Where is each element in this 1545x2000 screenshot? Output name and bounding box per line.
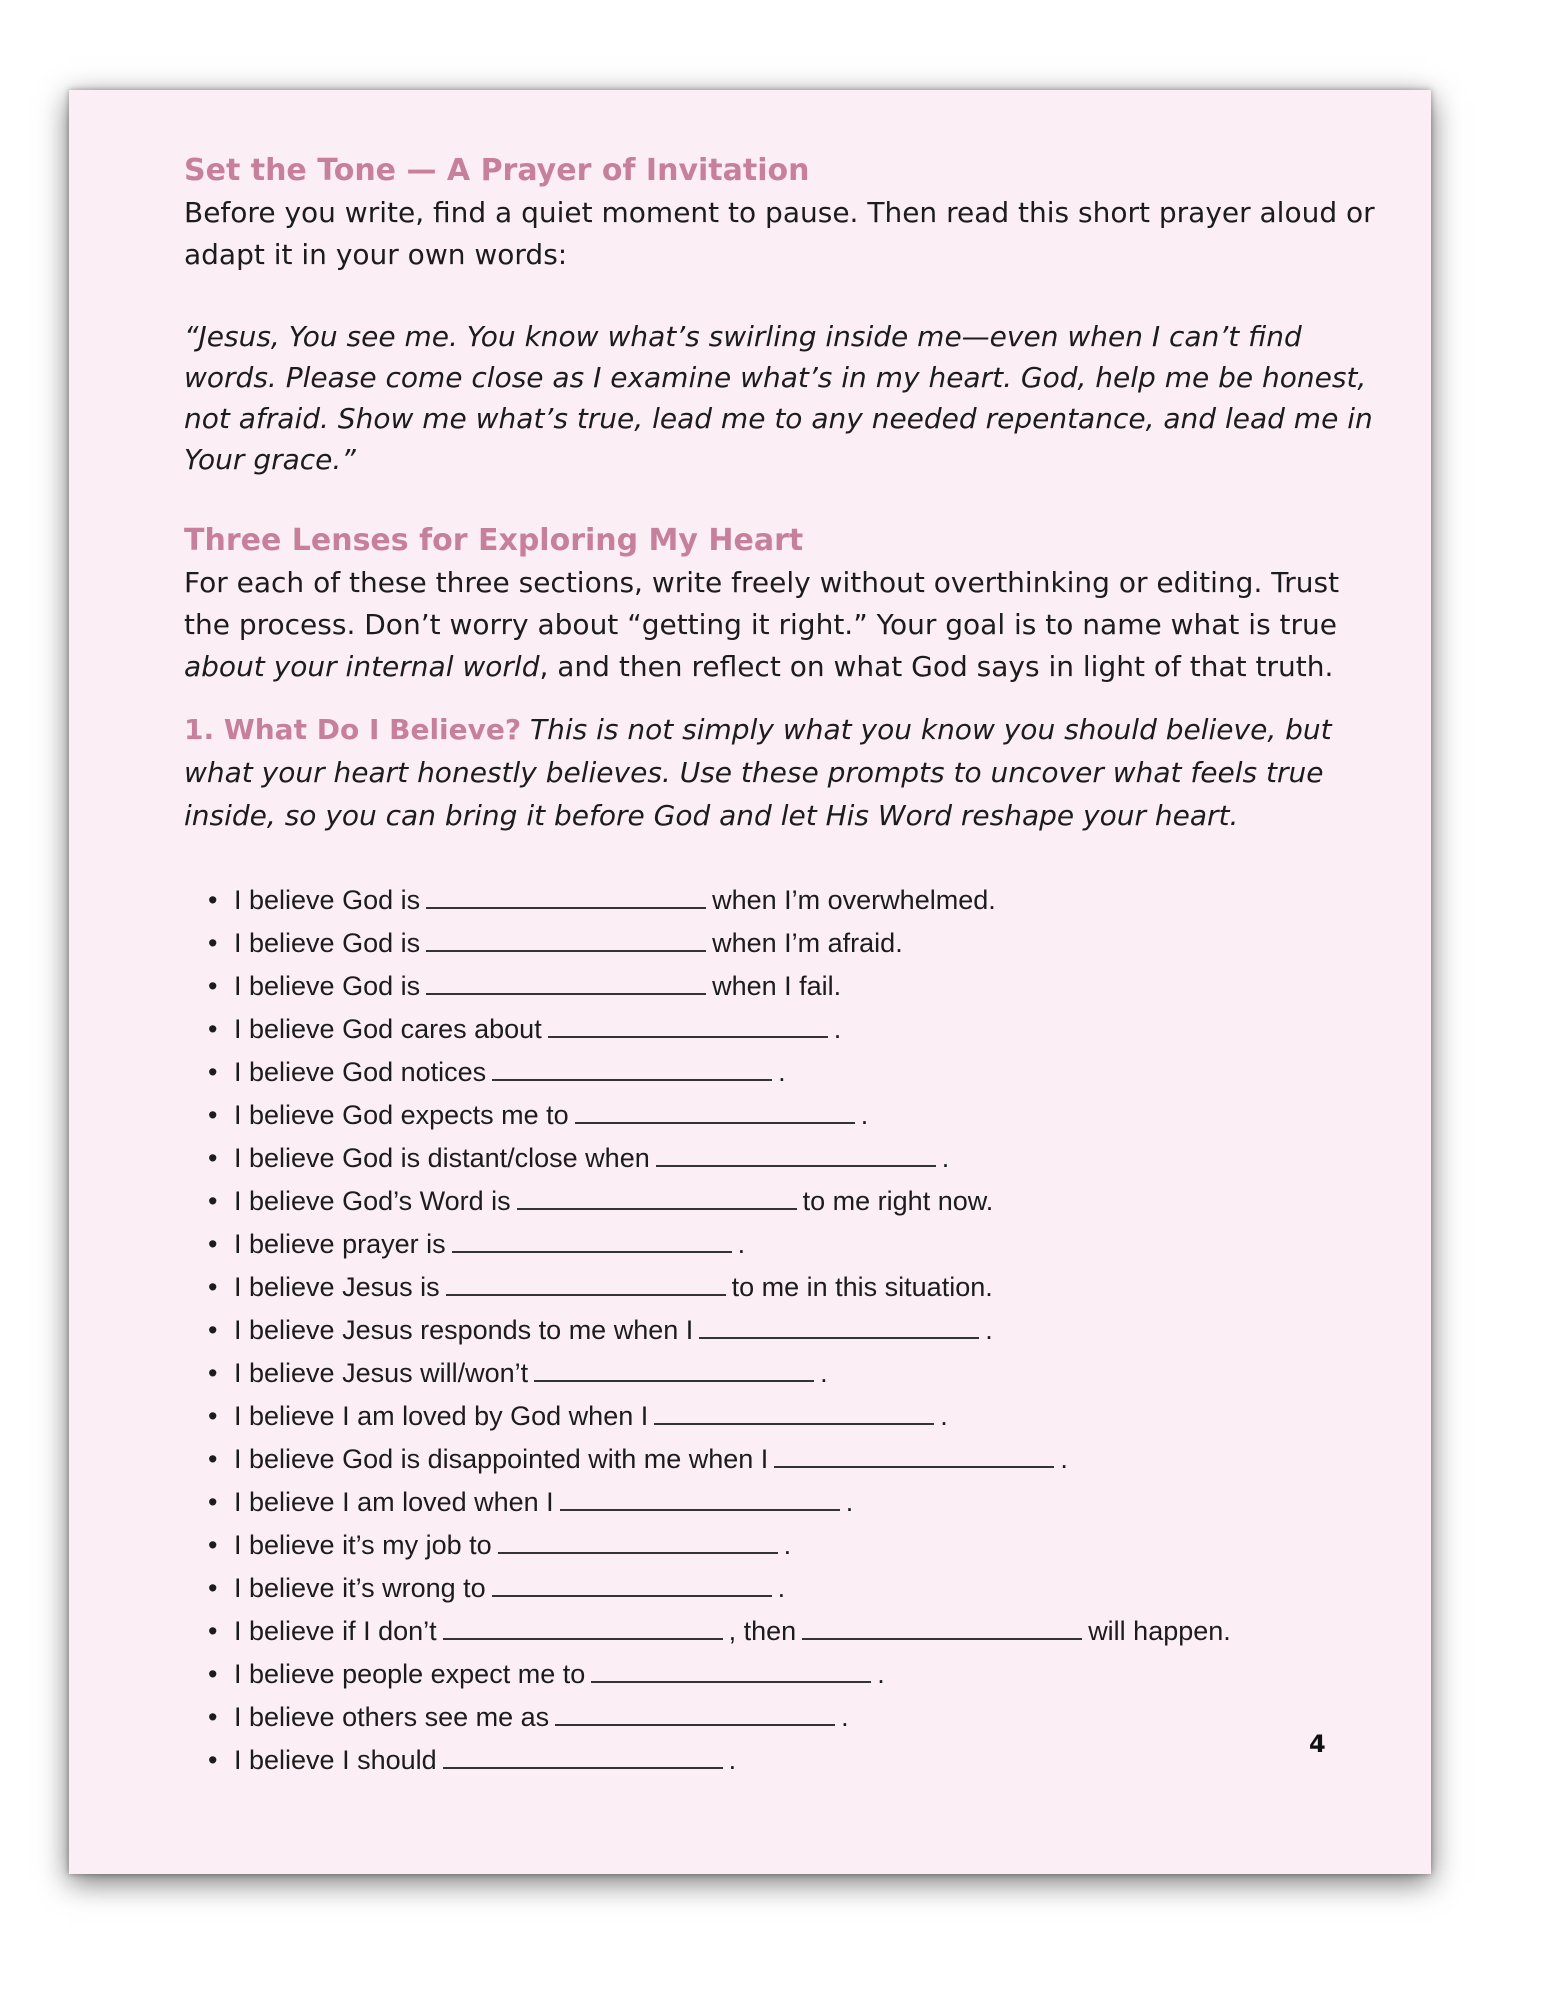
believe-section-intro: [184, 708, 1384, 837]
believe-section-title: 1. What Do I Believe?: [184, 713, 522, 746]
answer-blank[interactable]: [452, 1227, 732, 1253]
prompt-text-start: I believe I am loved when I: [234, 1487, 554, 1517]
answer-blank[interactable]: [575, 1098, 855, 1124]
lenses-intro-end: , and then reflect on what God says in light of that truth.: [539, 650, 1334, 683]
prompt-text-start: I believe God cares about: [234, 1014, 542, 1044]
prompt-text-start: I believe God expects me to: [234, 1100, 569, 1130]
belief-prompt: [184, 1524, 1384, 1567]
prompt-text-start: I believe Jesus is: [234, 1272, 440, 1302]
bullet-icon: •: [208, 1659, 218, 1689]
answer-blank[interactable]: [443, 1614, 723, 1640]
bullet-icon: •: [208, 1057, 218, 1087]
lenses-heading: Three Lenses for Exploring My Heart: [184, 523, 804, 558]
prompt-text-end: .: [728, 1745, 737, 1775]
prompt-text-middle: , then: [728, 1616, 797, 1646]
bullet-icon: •: [208, 928, 218, 958]
page-content: [184, 150, 1384, 1782]
prompt-text-end: .: [1060, 1444, 1068, 1474]
belief-prompt: [184, 879, 1384, 922]
answer-blank[interactable]: [446, 1270, 726, 1296]
prompt-text-end: .: [833, 1014, 842, 1044]
prompt-text-start: I believe God notices: [234, 1057, 487, 1087]
prompt-text-start: I believe I am loved by God when I: [234, 1401, 649, 1431]
bullet-icon: •: [208, 1358, 218, 1388]
bullet-icon: •: [208, 1229, 218, 1259]
prompt-text-start: I believe God is: [234, 928, 421, 958]
answer-blank[interactable]: [654, 1399, 934, 1425]
prompt-text-start: I believe God is: [234, 885, 421, 915]
answer-blank[interactable]: [656, 1141, 936, 1167]
belief-prompt: [184, 1051, 1384, 1094]
prompt-text-end: when I’m overwhelmed.: [712, 885, 996, 915]
bullet-icon: •: [208, 1100, 218, 1130]
belief-prompt: [184, 1309, 1384, 1352]
answer-blank[interactable]: [534, 1356, 814, 1382]
answer-blank[interactable]: [774, 1442, 1054, 1468]
prompt-text-end: to me right now.: [802, 1186, 994, 1216]
prompt-text-end: .: [783, 1530, 792, 1560]
answer-blank[interactable]: [591, 1657, 871, 1683]
answer-blank[interactable]: [426, 883, 706, 909]
bullet-icon: •: [208, 1401, 218, 1431]
prompt-text-start: I believe if I don’t: [234, 1616, 437, 1646]
prompt-text-end: .: [985, 1315, 993, 1345]
bullet-icon: •: [208, 1014, 218, 1044]
bullet-icon: •: [208, 1487, 218, 1517]
prompt-text-end: .: [841, 1702, 849, 1732]
bullet-icon: •: [208, 1530, 218, 1560]
belief-prompt: [184, 1180, 1384, 1223]
bullet-icon: •: [208, 1315, 218, 1345]
answer-blank[interactable]: [492, 1571, 772, 1597]
prompt-text-start: I believe Jesus will/won’t: [234, 1358, 529, 1388]
lenses-intro-start: For each of these three sections, write freely without overthinking or editing. Trust the process. Don’t worry about “getting it right.” Your goal is to name what is true: [184, 566, 1340, 641]
belief-prompt: [184, 965, 1384, 1008]
belief-prompt: [184, 1008, 1384, 1051]
prompt-text-end: when I’m afraid.: [712, 928, 903, 958]
answer-blank[interactable]: [517, 1184, 797, 1210]
bullet-icon: •: [208, 1702, 218, 1732]
answer-blank[interactable]: [699, 1313, 979, 1339]
belief-prompt: [184, 922, 1384, 965]
prompt-text-end: .: [941, 1143, 950, 1173]
lenses-intro-emphasis: about your internal world: [184, 650, 540, 683]
belief-prompt: [184, 1610, 1384, 1653]
answer-blank[interactable]: [555, 1700, 835, 1726]
prompt-text-start: I believe it’s wrong to: [234, 1573, 486, 1603]
answer-blank[interactable]: [548, 1012, 828, 1038]
bullet-icon: •: [208, 1616, 218, 1646]
belief-prompt: [184, 1696, 1384, 1739]
belief-prompt: [184, 1352, 1384, 1395]
belief-prompt: [184, 1653, 1384, 1696]
belief-prompt: [184, 1094, 1384, 1137]
prompt-text-start: I believe God’s Word is: [234, 1186, 511, 1216]
prompt-text-start: I believe Jesus responds to me when I: [234, 1315, 694, 1345]
answer-blank[interactable]: [498, 1528, 778, 1554]
answer-blank[interactable]: [560, 1485, 840, 1511]
prompt-text-end: .: [845, 1487, 854, 1517]
belief-prompt: [184, 1266, 1384, 1309]
bullet-icon: •: [208, 1745, 218, 1775]
prompt-text-end: .: [777, 1573, 786, 1603]
workbook-page: [69, 90, 1431, 1874]
believe-section-description: This is not simply what you know you should believe, but what your heart honestly believes. Use these prompts to uncover what feels true inside, so you can bring it before God and let His Word reshape your heart.: [184, 713, 1332, 832]
prompt-text-start: I believe I should: [234, 1745, 437, 1775]
prompt-text-end: when I fail.: [712, 971, 842, 1001]
bullet-icon: •: [208, 1444, 218, 1474]
bullet-icon: •: [208, 885, 218, 915]
prompt-text-start: I believe God is distant/close when: [234, 1143, 650, 1173]
prayer-text: “Jesus, You see me. You know what’s swirling inside me—even when I can’t find words. Please come close as I examine what’s in my heart. God, help me be honest, not afraid. Show me what’s true, lead me to any needed repentance, and lead me in Your grace.”: [184, 320, 1373, 476]
prompt-text-start: I believe people expect me to: [234, 1659, 586, 1689]
prompt-text-end: .: [860, 1100, 869, 1130]
bullet-icon: •: [208, 1573, 218, 1603]
prompt-text-end: .: [820, 1358, 828, 1388]
belief-prompt: [184, 1223, 1384, 1266]
prompt-text-end: will happen.: [1088, 1616, 1231, 1646]
page-number: 4: [1309, 1730, 1326, 1758]
prompt-text-start: I believe it’s my job to: [234, 1530, 492, 1560]
prompt-text-end: to me in this situation.: [731, 1272, 993, 1302]
belief-prompt: [184, 1137, 1384, 1180]
belief-prompt: [184, 1438, 1384, 1481]
bullet-icon: •: [208, 971, 218, 1001]
belief-prompt: [184, 1395, 1384, 1438]
answer-blank[interactable]: [426, 926, 706, 952]
prompt-text-start: I believe others see me as: [234, 1702, 550, 1732]
belief-prompt: [184, 1739, 1384, 1782]
belief-prompt-list: [184, 879, 1384, 1782]
lenses-intro: [184, 562, 1384, 688]
belief-prompt: [184, 1481, 1384, 1524]
prompt-text-end: .: [940, 1401, 948, 1431]
prompt-text-start: I believe God is: [234, 971, 421, 1001]
bullet-icon: •: [208, 1186, 218, 1216]
answer-blank[interactable]: [492, 1055, 772, 1081]
answer-blank[interactable]: [443, 1743, 723, 1769]
prompt-text-end: .: [778, 1057, 786, 1087]
prompt-text-start: I believe God is disappointed with me when I: [234, 1444, 769, 1474]
tone-heading: Set the Tone — A Prayer of Invitation: [184, 153, 810, 188]
belief-prompt: [184, 1567, 1384, 1610]
prompt-text-start: I believe prayer is: [234, 1229, 446, 1259]
answer-blank[interactable]: [426, 969, 706, 995]
tone-intro: Before you write, find a quiet moment to pause. Then read this short prayer aloud or adapt it in your own words:: [184, 196, 1375, 271]
bullet-icon: •: [208, 1272, 218, 1302]
bullet-icon: •: [208, 1143, 218, 1173]
prompt-text-end: .: [877, 1659, 885, 1689]
prompt-text-end: .: [737, 1229, 746, 1259]
answer-blank[interactable]: [802, 1614, 1082, 1640]
